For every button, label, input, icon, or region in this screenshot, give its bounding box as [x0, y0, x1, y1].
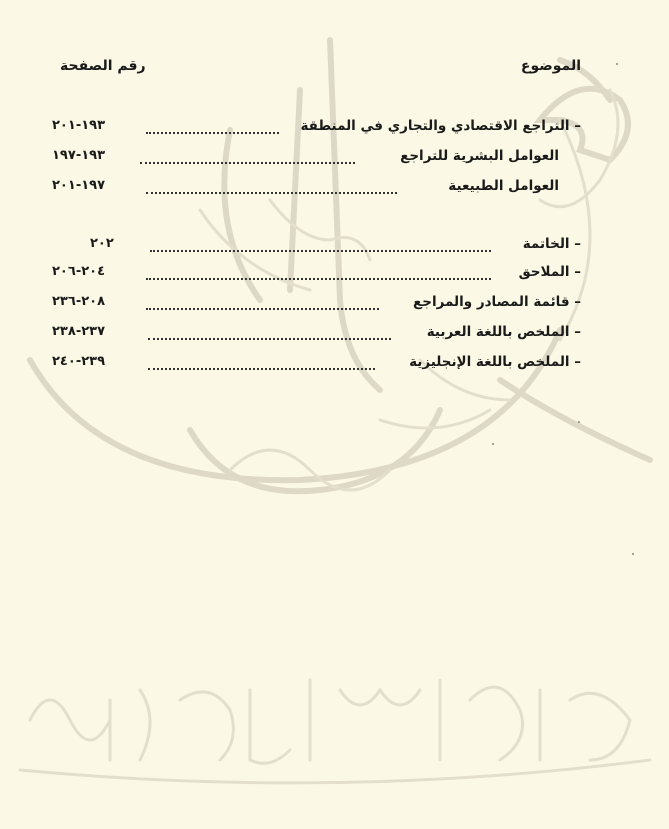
toc-entry-page: ٢٣٧-٢٣٨ [52, 324, 106, 339]
toc-entry-page: ١٩٧-٢٠١ [52, 178, 106, 193]
topic-header: الموضوع [520, 58, 581, 74]
scan-speck [578, 421, 580, 423]
toc-entry-leader [146, 120, 279, 134]
toc-entry-leader [148, 356, 375, 370]
toc-entry [52, 354, 581, 378]
toc-entry-title: – الملاحق [518, 264, 581, 280]
toc-entry-title: – الخاتمة [522, 236, 581, 252]
toc-entry-page: ٢٠٨-٢٣٦ [52, 294, 106, 309]
toc-entry-leader [146, 180, 397, 194]
toc-entry-title: العوامل الطبيعية [448, 178, 559, 194]
toc-entry [52, 148, 581, 172]
toc-entry-page: ١٩٣-١٩٧ [52, 148, 106, 163]
toc-entry [52, 264, 581, 288]
toc-entry-leader [140, 150, 355, 164]
toc-entry-title: – التراجع الاقتصادي والتجاري في المنطقة [300, 118, 581, 134]
toc-entry [52, 294, 581, 318]
scan-speck [632, 553, 634, 555]
toc-entry-leader [146, 296, 379, 310]
scan-speck [492, 443, 494, 445]
toc-entry-leader [148, 326, 391, 340]
toc-entry [52, 236, 581, 260]
toc-entry-title: – قائمة المصادر والمراجع [413, 294, 581, 310]
toc-entry-leader [146, 266, 491, 280]
page-number-header: رقم الصفحة [60, 58, 146, 74]
toc-entry [52, 178, 581, 202]
toc-entry-title: – الملخص باللغة العربية [426, 324, 581, 340]
toc-entry-page: ٢٠٢ [90, 236, 114, 251]
toc-entry-title: العوامل البشرية للتراجع [400, 148, 559, 164]
toc-entry [52, 118, 581, 142]
toc-entry [52, 324, 581, 348]
scan-speck [616, 63, 618, 65]
toc-entry-page: ١٩٣-٢٠١ [52, 118, 106, 133]
toc-entry-leader [150, 238, 491, 252]
toc-entry-page: ٢٠٤-٢٠٦ [52, 264, 106, 279]
toc-entry-title: – الملخص باللغة الإنجليزية [409, 354, 581, 370]
toc-entry-page: ٢٣٩-٢٤٠ [52, 354, 106, 369]
